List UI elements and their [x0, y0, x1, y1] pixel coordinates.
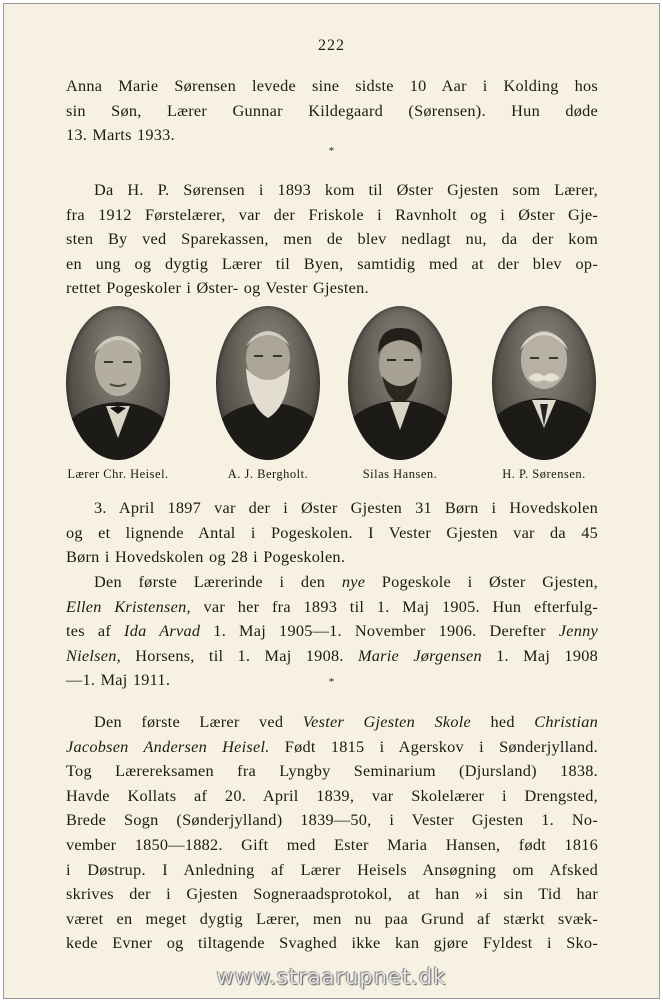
- paragraph-hp-sorensen: [66, 178, 598, 301]
- portrait-bergholt: [198, 306, 338, 482]
- paragraph-teachers: [66, 570, 598, 693]
- portrait-silas-hansen: [330, 306, 470, 482]
- text-line: Børn i Hovedskolen og 28 i Pogeskolen.: [66, 547, 346, 567]
- paragraph-anna-marie: [66, 74, 598, 148]
- text-line: i Døstrup. I Anledning af Lærer Heisels Ansøgning om Afsked: [66, 859, 598, 879]
- text-line: Brede Sogn (Sønderjylland) 1839—50, i Vester Gjesten 1. No-: [66, 810, 598, 830]
- text-line: Den første Lærerinde i den nye Pogeskole i Øster Gjesten,: [94, 572, 598, 591]
- text-line: tes af Ida Arvad 1. Maj 1905—1. November 1906. Derefter Jenny: [66, 621, 599, 641]
- paragraph-children-count: [66, 496, 598, 570]
- page-number: 222: [318, 37, 345, 54]
- portrait-caption: H. P. Sørensen.: [502, 467, 586, 481]
- site-watermark: www.straarupnet.dk: [216, 965, 447, 989]
- text-line: Tog Lærereksamen fra Lyngby Seminarium (Djursland) 1838.: [66, 761, 598, 781]
- text-line: Ellen Kristensen, var her fra 1893 til 1. Maj 1905. Hun efterfulg-: [66, 596, 598, 616]
- text-line: Nielsen, Horsens, til 1. Maj 1908. Marie Jørgensen 1. Maj 1908: [66, 645, 598, 665]
- text-line: rettet Pogeskoler i Øster- og Vester Gjesten.: [66, 278, 369, 298]
- portrait-caption: A. J. Bergholt.: [227, 467, 309, 481]
- portrait-photo: [492, 306, 596, 460]
- text-line: skrives der i Gjesten Sogneraadsprotokol, at han »i sin Tid har: [66, 884, 598, 904]
- text-line: Anna Marie Sørensen levede sine sidste 10 Aar i Kolding hos: [66, 76, 598, 95]
- portrait-hp-sorensen: [474, 306, 614, 482]
- portrait-row: [66, 306, 598, 496]
- text-line: vember 1850—1882. Gift med Ester Maria Hansen, født 1816: [66, 834, 598, 854]
- text-line: sten By ved Sparekassen, men de blev nedlagt nu, da der kom: [66, 229, 598, 249]
- text-line: Da H. P. Sørensen i 1893 kom til Øster Gjesten som Lærer,: [94, 180, 598, 199]
- text-line: været en meget dygtig Lærer, men nu paa Grund af stærkt svæk-: [66, 908, 598, 928]
- text-line: kede Evner og tiltagende Svaghed ikke kan gjøre Fyldest i Sko-: [66, 933, 598, 953]
- text-line: Jacobsen Andersen Heisel. Født 1815 i Agerskov i Sønderjylland.: [66, 736, 598, 756]
- portrait-caption: Silas Hansen.: [362, 467, 438, 481]
- section-separator: *: [328, 145, 335, 157]
- text-line: sin Søn, Lærer Gunnar Kildegaard (Sørensen). Hun døde: [66, 100, 598, 120]
- text-line: 13. Marts 1933.: [66, 125, 175, 145]
- portrait-photo: [66, 306, 170, 460]
- paragraph-heisel: [66, 710, 598, 956]
- book-page: [3, 3, 660, 999]
- text-line: en ung og dygtig Lærer til Byen, samtidig med at der blev op-: [66, 253, 598, 273]
- text-line: Den første Lærer ved Vester Gjesten Skole hed Christian: [94, 712, 598, 731]
- section-separator: *: [328, 676, 335, 688]
- text-line: Havde Kollats af 20. April 1839, var Skolelærer i Drengsted,: [66, 785, 598, 805]
- portrait-photo: [216, 306, 320, 460]
- portrait-heisel: [48, 306, 188, 482]
- portrait-photo: [348, 306, 452, 460]
- text-line: —1. Maj 1911.: [66, 670, 171, 690]
- text-line: og et lignende Antal i Pogeskolen. I Vester Gjesten var da 45: [66, 522, 598, 542]
- portrait-caption: Lærer Chr. Heisel.: [67, 467, 169, 481]
- text-line: fra 1912 Førstelærer, var der Friskole i Ravnholt og i Øster Gje-: [66, 204, 598, 224]
- text-line: 3. April 1897 var der i Øster Gjesten 31 Børn i Hovedskolen: [94, 498, 598, 517]
